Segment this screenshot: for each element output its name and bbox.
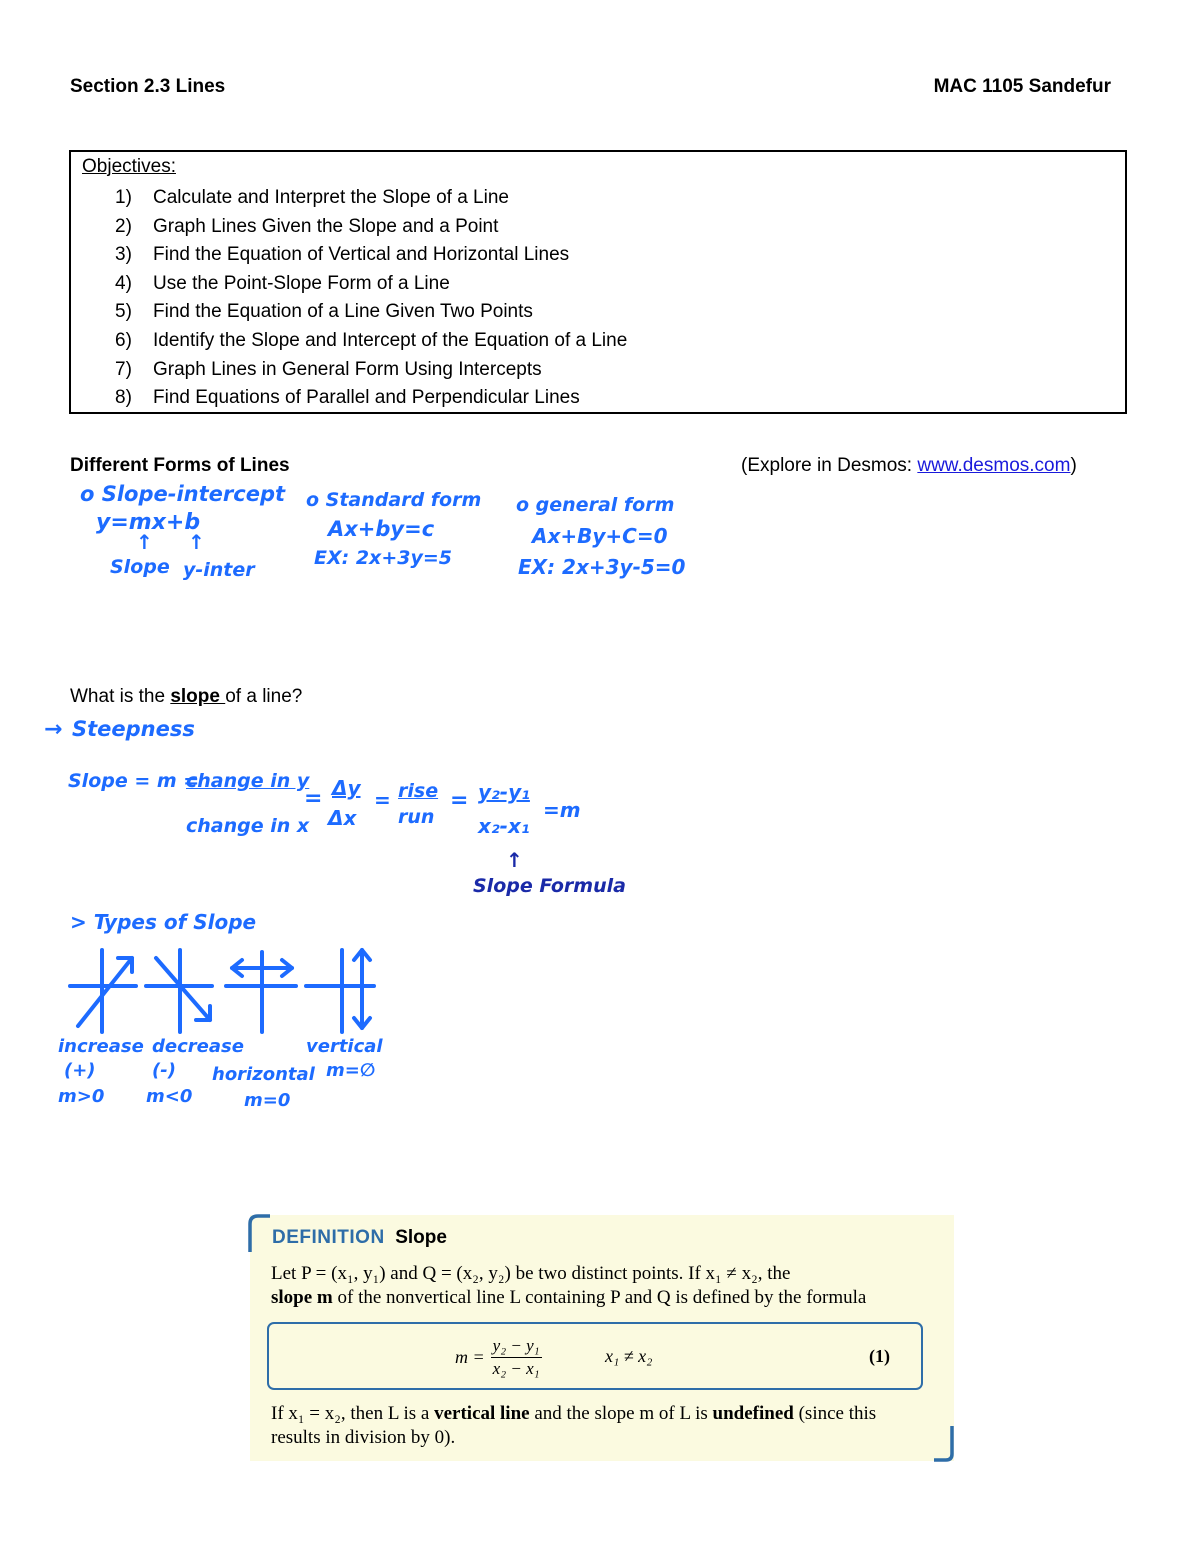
objective-text: Find the Equation of a Line Given Two Points — [153, 301, 533, 323]
general-form-example: EX: 2x+3y-5=0 — [518, 555, 686, 579]
objective-item — [115, 327, 627, 356]
equals-sign: = — [304, 786, 323, 811]
horizontal-condition: m=0 — [244, 1090, 291, 1111]
standard-form-example: EX: 2x+3y=5 — [314, 547, 452, 569]
delta-x: Δx — [328, 806, 357, 830]
objective-number: 7) — [115, 358, 132, 380]
formula-denominator: x₂ − x₁ — [492, 1358, 540, 1378]
objective-number: 8) — [115, 387, 132, 409]
formula-fraction — [491, 1336, 542, 1379]
objective-number: 1) — [115, 187, 132, 208]
horizontal-slope-icon — [226, 952, 296, 1032]
y-intercept-label: y-inter — [183, 559, 255, 581]
increase-sign: (+) — [64, 1060, 96, 1081]
slope-intercept-equation: y=mx+b — [96, 510, 201, 535]
right-arrow-icon: → — [44, 717, 63, 742]
slope-question-suffix: of a line? — [225, 686, 303, 707]
objective-item — [115, 241, 627, 270]
standard-form-title: o Standard form — [306, 489, 482, 511]
objectives-list — [115, 184, 627, 413]
slope-question-prefix: What is the — [70, 686, 171, 707]
steepness-note: Steepness — [72, 717, 195, 741]
objective-text: Calculate and Interpret the Slope of a Line — [153, 187, 509, 208]
objectives-title: Objectives: — [82, 156, 176, 177]
objective-text: Use the Point-Slope Form of a Line — [153, 272, 450, 294]
footnote-text: (since this — [793, 1403, 877, 1424]
objective-item — [115, 184, 627, 213]
objectives-box — [69, 150, 1127, 414]
objective-number: 4) — [115, 272, 132, 294]
rise-label: rise — [398, 780, 439, 802]
objective-item — [115, 270, 627, 299]
horizontal-label: horizontal — [212, 1064, 315, 1085]
change-in-y: change in y — [186, 770, 310, 792]
objective-number: 6) — [115, 329, 132, 351]
formula-tag: (1) — [869, 1346, 890, 1366]
decreasing-slope-icon — [146, 950, 212, 1032]
footnote-text: If x₁ = x₂, then L is a — [271, 1403, 435, 1424]
decrease-sign: (-) — [152, 1060, 176, 1081]
definition-line-2 — [271, 1286, 931, 1310]
change-in-x: change in x — [186, 815, 310, 837]
decrease-condition: m<0 — [146, 1086, 193, 1107]
increasing-slope-icon — [70, 950, 136, 1032]
up-arrow-icon: ↑ — [136, 530, 153, 554]
definition-line-1: Let P = (x₁, y₁) and Q = (x₂, y₂) be two distinct points. If x₁ ≠ x₂, the — [271, 1263, 791, 1284]
objective-item — [115, 298, 627, 327]
forms-heading: Different Forms of Lines — [70, 455, 290, 476]
definition-bold-term: slope m — [271, 1287, 333, 1308]
vertical-label: vertical — [306, 1036, 383, 1057]
up-arrow-icon: ↑ — [188, 530, 205, 554]
slope-question — [70, 686, 302, 708]
footnote-line-1 — [271, 1402, 941, 1426]
desmos-link[interactable]: www.desmos.com — [917, 455, 1071, 476]
objective-number: 3) — [115, 244, 132, 266]
up-arrow-icon: ↑ — [506, 848, 523, 872]
objective-text: Graph Lines Given the Slope and a Point — [153, 215, 499, 237]
definition-footnote — [271, 1402, 941, 1450]
explore-suffix: ) — [1070, 455, 1077, 476]
equals-sign: = — [374, 788, 391, 812]
definition-line-2-rest: of the nonvertical line L containing P and Q is defined by the formula — [332, 1287, 867, 1308]
slope-types-sketch — [60, 940, 390, 1040]
objective-text: Find the Equation of Vertical and Horizontal Lines — [153, 244, 570, 266]
explore-prefix: (Explore in Desmos: — [741, 455, 918, 476]
slope-formula — [455, 1334, 542, 1380]
slope-m-label: Slope = m = — [68, 770, 200, 792]
formula-box — [267, 1322, 923, 1390]
objective-number: 2) — [115, 215, 132, 237]
general-form-equation: Ax+By+C=0 — [532, 524, 668, 548]
y-difference: y₂-y₁ — [478, 780, 530, 804]
formula-numerator: y₂ − y₁ — [491, 1336, 542, 1358]
footnote-text: and the slope m of L is — [529, 1403, 713, 1424]
standard-form-equation: Ax+by=c — [328, 517, 435, 541]
objective-number: 5) — [115, 301, 132, 323]
slope-question-word: slope — [170, 686, 226, 707]
vertical-condition: m=∅ — [326, 1060, 376, 1081]
definition-title — [272, 1227, 447, 1249]
run-label: run — [398, 806, 435, 828]
section-title: Section 2.3 Lines — [70, 76, 226, 97]
formula-condition: x₁ ≠ x₂ — [605, 1346, 653, 1366]
formula-lhs: m = — [455, 1346, 485, 1367]
increase-condition: m>0 — [58, 1086, 105, 1107]
definition-body — [271, 1262, 931, 1310]
definition-keyword: DEFINITION — [272, 1227, 385, 1248]
types-of-slope-title: > Types of Slope — [70, 910, 257, 934]
x-difference: x₂-x₁ — [478, 814, 530, 838]
slope-formula-label: Slope Formula — [473, 875, 626, 897]
vertical-slope-icon — [306, 950, 374, 1032]
objective-text: Identify the Slope and Intercept of the Equation of a Line — [153, 329, 628, 351]
slope-intercept-title: o Slope-intercept — [80, 482, 286, 506]
objective-item — [115, 384, 627, 413]
objective-text: Graph Lines in General Form Using Intercepts — [153, 358, 542, 380]
objective-item — [115, 213, 627, 242]
equals-m: =m — [543, 798, 581, 822]
objective-text: Find Equations of Parallel and Perpendicular Lines — [153, 387, 580, 409]
slope-label: Slope — [110, 556, 170, 578]
decrease-label: decrease — [152, 1036, 244, 1057]
explore-note — [741, 455, 1077, 477]
objective-item — [115, 356, 627, 385]
definition-term: Slope — [395, 1227, 447, 1248]
footnote-line-2: results in division by 0). — [271, 1427, 456, 1448]
footnote-bold-vertical: vertical line — [434, 1403, 530, 1424]
increase-label: increase — [58, 1036, 144, 1057]
footnote-bold-undefined: undefined — [712, 1403, 794, 1424]
delta-y: Δy — [332, 776, 361, 800]
course-title: MAC 1105 Sandefur — [933, 76, 1111, 97]
equals-sign: = — [450, 788, 469, 813]
general-form-title: o general form — [516, 494, 675, 516]
